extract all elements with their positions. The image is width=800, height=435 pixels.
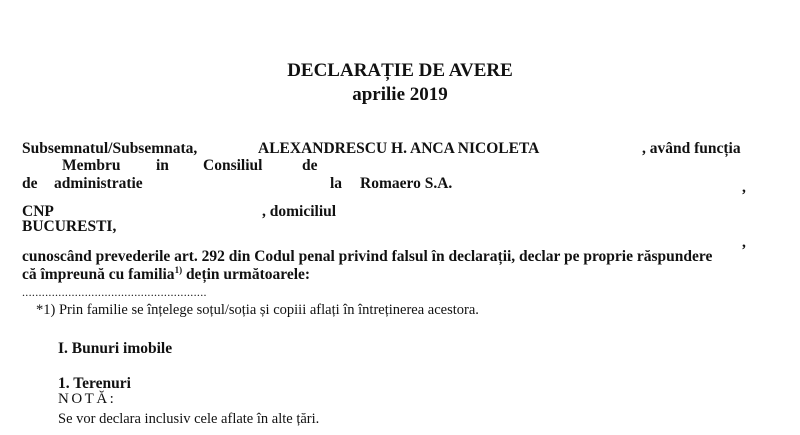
domicile-label: , domiciliul (262, 203, 337, 220)
function-label: , având funcția (642, 140, 741, 157)
note-text: Se vor declara inclusiv cele aflate în alte țări. (58, 411, 320, 427)
footnote-text: *1) Prin familie se înțelege soțul/soția și copiii aflați în întreținerea acestora. (36, 302, 479, 318)
footnote-ref: 1) (174, 265, 183, 275)
note-label: NOTĂ: (58, 391, 117, 407)
function-word: administratie (54, 175, 143, 192)
intro-label: Subsemnatul/Subsemnata, (22, 140, 198, 157)
comma: , (742, 234, 746, 251)
statement-line: cunoscând prevederile art. 292 din Codul penal privind falsul în declarații, declar pe proprie răspundere (22, 248, 713, 265)
function-word: de (302, 157, 318, 174)
statement-text: dețin următoarele: (182, 266, 311, 284)
at-label: la (330, 175, 343, 192)
comma: , (742, 179, 746, 196)
function-word: Membru (62, 157, 121, 174)
declarant-name: ALEXANDRESCU H. ANCA NICOLETA (258, 140, 540, 157)
document-title: DECLARAȚIE DE AVERE (287, 60, 513, 81)
cnp-label: CNP (22, 203, 54, 220)
institution-name: Romaero S.A. (360, 175, 453, 192)
subsection-heading: 1. Terenuri (58, 375, 131, 392)
function-word: in (156, 157, 169, 174)
document-date: aprilie 2019 (352, 84, 448, 105)
statement-text: că împreună cu familia (22, 266, 175, 284)
statement-line (22, 265, 310, 284)
function-word: Consiliul (203, 157, 263, 174)
section-heading: I. Bunuri imobile (58, 340, 173, 357)
function-word: de (22, 175, 38, 192)
dotted-line: ........................................................ (22, 285, 207, 299)
domicile-value: BUCURESTI, (22, 218, 117, 235)
